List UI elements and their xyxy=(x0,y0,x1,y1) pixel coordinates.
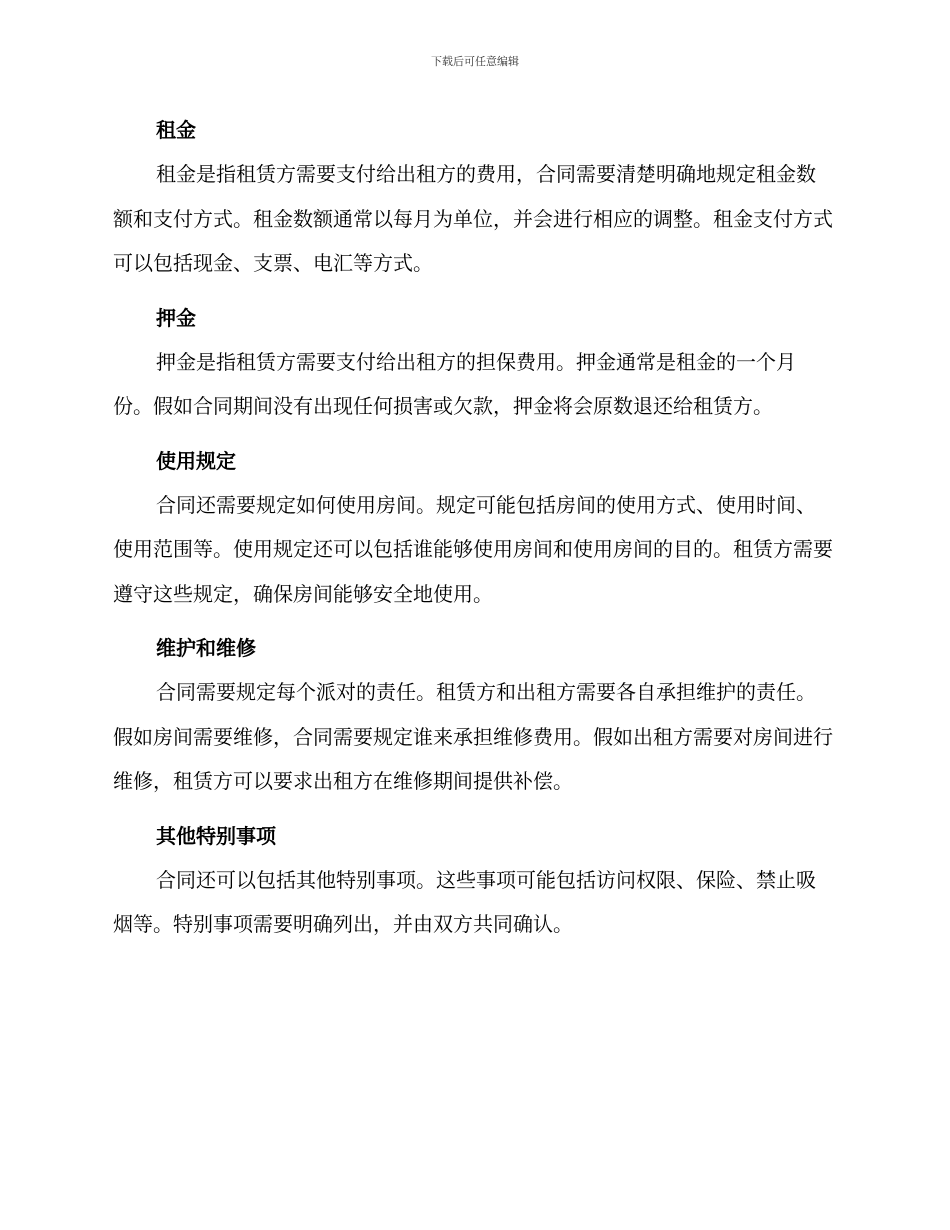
section-paragraph: 租金是指租赁方需要支付给出租方的费用，合同需要清楚明确地规定租金数额和支付方式。租金数额通常以每月为单位，并会进行相应的调整。租金支付方式可以包括现金、支票、电汇等方式。 xyxy=(113,162,833,275)
section-maintenance xyxy=(113,626,833,804)
section-paragraph: 合同还可以包括其他特别事项。这些事项可能包括访问权限、保险、禁止吸烟等。特别事项需要明确列出，并由双方共同确认。 xyxy=(113,867,816,936)
section-heading: 租金 xyxy=(156,118,196,142)
section-paragraph: 押金是指租赁方需要支付给出租方的担保费用。押金通常是租金的一个月份。假如合同期间没有出现任何损害或欠款，押金将会原数退还给租赁方。 xyxy=(113,349,796,418)
section-heading: 使用规定 xyxy=(156,448,236,473)
section-usage-rules xyxy=(113,439,833,617)
document-body xyxy=(113,108,833,957)
section-heading: 押金 xyxy=(156,305,196,330)
section-other-matters xyxy=(113,814,833,947)
section-deposit xyxy=(113,296,833,429)
section-paragraph: 合同还需要规定如何使用房间。规定可能包括房间的使用方式、使用时间、使用范围等。使用规定还可以包括谁能够使用房间和使用房间的目的。租赁方需要遵守这些规定，确保房间能够安全地使用。 xyxy=(113,492,833,606)
section-heading: 维护和维修 xyxy=(156,636,256,660)
section-heading: 其他特别事项 xyxy=(156,823,276,848)
section-paragraph: 合同需要规定每个派对的责任。租赁方和出租方需要各自承担维护的责任。假如房间需要维修，合同需要规定谁来承担维修费用。假如出租方需要对房间进行维修，租赁方可以要求出租方在维修期间提供补偿。 xyxy=(113,680,833,793)
section-rent xyxy=(113,108,833,286)
page-header: 下载后可任意编辑 xyxy=(431,55,519,68)
